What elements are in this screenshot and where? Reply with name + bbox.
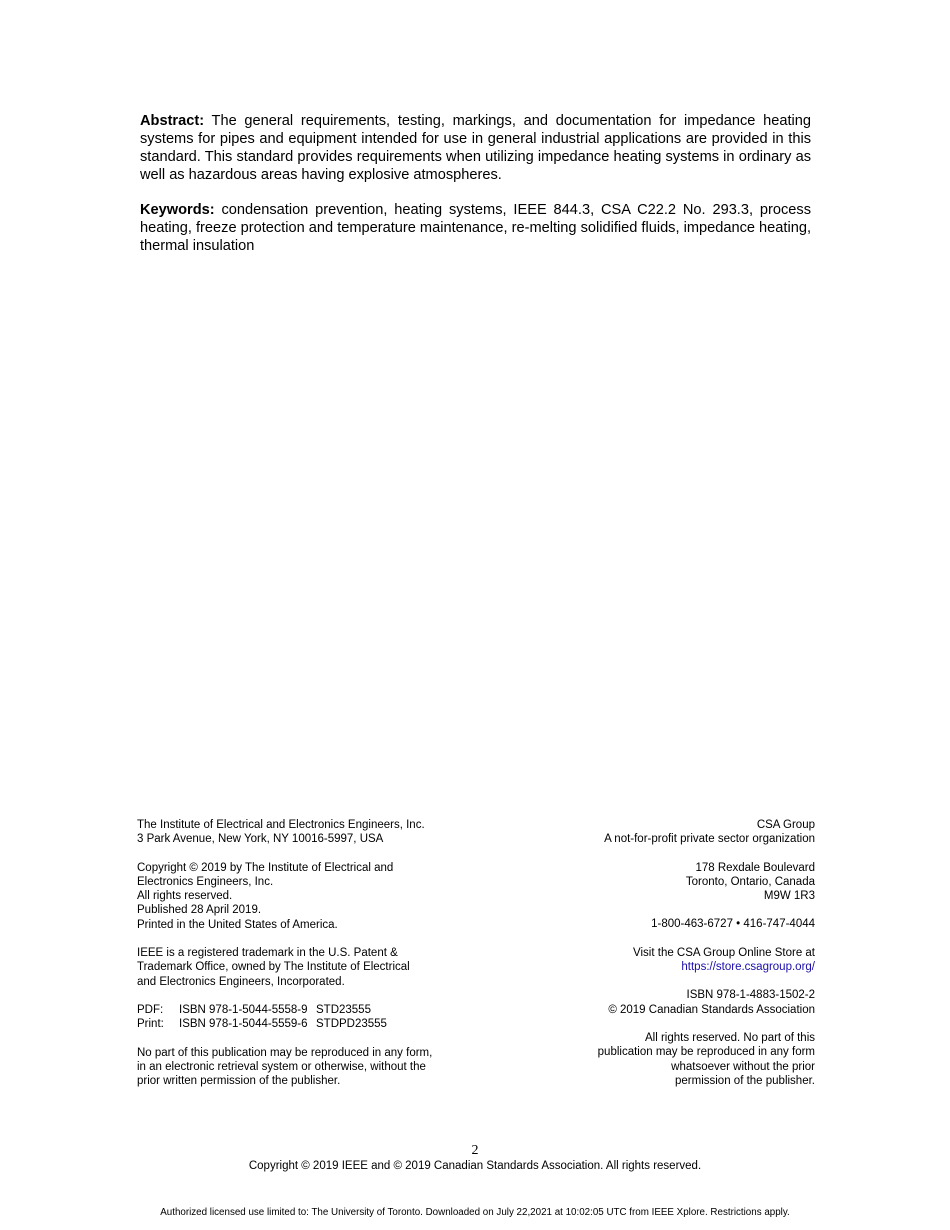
- isbn-row-print: [137, 1018, 387, 1030]
- csa-rights-line: publication may be reproduced in any form: [597, 1046, 815, 1059]
- csa-address-line: Toronto, Ontario, Canada: [685, 875, 815, 888]
- isbn-code: STDPD23555: [316, 1018, 387, 1031]
- ieee-trademark-line: IEEE is a registered trademark in the U.S. Patent &: [137, 947, 398, 960]
- csa-copyright: © 2019 Canadian Standards Association: [608, 1003, 815, 1016]
- csa-rights-line: All rights reserved. No part of this: [644, 1031, 815, 1044]
- csa-isbn: ISBN 978-1-4883-1502-2: [686, 989, 815, 1002]
- ieee-publisher-info: [137, 818, 477, 1102]
- ieee-notice-line: prior written permission of the publisher.: [137, 1075, 341, 1088]
- csa-store-text: Visit the CSA Group Online Store at: [633, 946, 815, 959]
- csa-store-link[interactable]: https://store.csagroup.org/: [681, 961, 815, 974]
- csa-name: CSA Group: [756, 819, 815, 831]
- isbn-format-label: PDF:: [137, 1003, 164, 1016]
- ieee-copyright-line: Printed in the United States of America.: [137, 918, 338, 931]
- csa-rights-line: whatsoever without the prior: [671, 1060, 815, 1073]
- footer-copyright: Copyright © 2019 IEEE and © 2019 Canadian Standards Association. All rights reserved.: [248, 1160, 702, 1172]
- csa-rights-line: permission of the publisher.: [675, 1074, 815, 1087]
- ieee-copyright-line: Electronics Engineers, Inc.: [137, 875, 274, 888]
- isbn-code: STD23555: [316, 1003, 371, 1016]
- abstract-text: The general requirements, testing, markings, and documentation for impedance heating systems for pipes and equipment intended for use in general industrial applications are provided in this standard. This standard provides requirements when utilizing impedance heating systems in ordinary as well as hazardous areas having explosive atmospheres.: [140, 113, 811, 183]
- csa-publisher-info: [515, 818, 815, 1102]
- ieee-trademark-line: and Electronics Engineers, Incorporated.: [137, 975, 345, 988]
- csa-phone: 1-800-463-6727 • 416-747-4044: [651, 918, 815, 931]
- ieee-copyright-block: [137, 861, 477, 932]
- ieee-address-block: [137, 818, 477, 847]
- csa-header-block: [515, 818, 815, 847]
- csa-phone-block: [515, 917, 815, 931]
- ieee-copyright-line: Copyright © 2019 by The Institute of Electrical and: [137, 861, 394, 874]
- ieee-copyright-line: Published 28 April 2019.: [137, 904, 262, 917]
- csa-isbn-block: [515, 988, 815, 1017]
- ieee-trademark-line: Trademark Office, owned by The Institute of Electrical: [137, 961, 410, 974]
- abstract-paragraph: [140, 112, 811, 184]
- isbn-number: ISBN 978-1-5044-5558-9: [179, 1003, 308, 1016]
- csa-address-line: 178 Rexdale Boulevard: [695, 861, 815, 874]
- ieee-notice-line: No part of this publication may be reproduced in any form,: [137, 1046, 433, 1059]
- isbn-format-label: Print:: [137, 1018, 164, 1031]
- csa-rights-block: [515, 1031, 815, 1088]
- csa-store-block: [515, 946, 815, 975]
- ieee-copyright-line: All rights reserved.: [137, 890, 233, 903]
- ieee-notice-line: in an electronic retrieval system or otherwise, without the: [137, 1060, 426, 1073]
- authorization-notice: Authorized licensed use limited to: The University of Toronto. Downloaded on July 22,2021 at 10:02:05 UTC from IEEE Xplore. Restrictions apply.: [160, 1207, 790, 1218]
- isbn-number: ISBN 978-1-5044-5559-6: [179, 1018, 308, 1031]
- ieee-address: 3 Park Avenue, New York, NY 10016-5997, USA: [137, 833, 384, 846]
- abstract-label: Abstract:: [140, 113, 205, 129]
- page-number: 2: [471, 1143, 479, 1158]
- ieee-trademark-block: [137, 946, 477, 989]
- keywords-text: condensation prevention, heating systems, IEEE 844.3, CSA C22.2 No. 293.3, process heating, freeze protection and temperature maintenance, re-melting solidified fluids, impedance heating, thermal insulation: [140, 202, 811, 254]
- isbn-row-pdf: [137, 1004, 371, 1016]
- ieee-name: The Institute of Electrical and Electronics Engineers, Inc.: [137, 819, 425, 831]
- keywords-label: Keywords:: [140, 202, 215, 218]
- csa-address-block: [515, 861, 815, 904]
- csa-address-line: M9W 1R3: [763, 890, 815, 903]
- ieee-notice-block: [137, 1046, 477, 1089]
- keywords-paragraph: [140, 201, 811, 255]
- csa-tagline: A not-for-profit private sector organization: [604, 833, 815, 846]
- ieee-isbn-block: [137, 1003, 477, 1032]
